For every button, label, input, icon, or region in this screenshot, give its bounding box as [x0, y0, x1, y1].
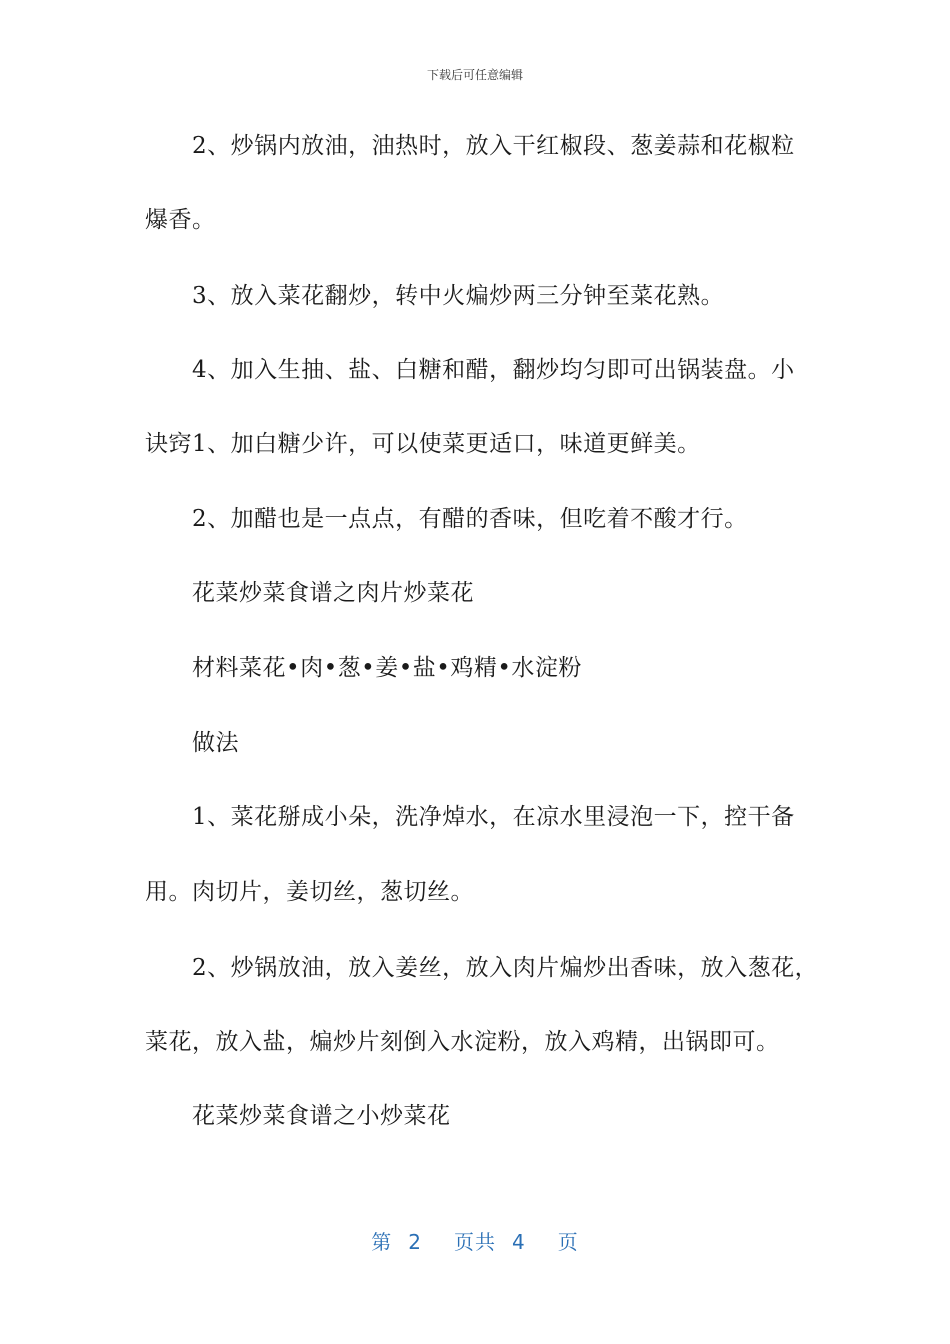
paragraph-line: 诀窍1、加白糖少许，可以使菜更适口，味道更鲜美。 — [145, 431, 701, 457]
paragraph-line: 4、加入生抽、盐、白糖和醋，翻炒均匀即可出锅装盘。小 — [192, 357, 795, 383]
paragraph-line: 2、炒锅内放油，油热时，放入干红椒段、葱姜蒜和花椒粒 — [192, 133, 795, 159]
paragraph-line: 爆香。 — [145, 207, 216, 233]
footer-suffix: 页 — [557, 1230, 579, 1254]
footer-middle: 页共 — [454, 1230, 496, 1254]
ingredients-line: 材料菜花•肉•葱•姜•盐•鸡精•水淀粉 — [192, 655, 582, 681]
page-header-note: 下载后可任意编辑 — [426, 68, 523, 82]
footer-total-pages: 4 — [512, 1230, 526, 1254]
section-heading: 花菜炒菜食谱之肉片炒菜花 — [192, 580, 474, 606]
footer-current-page: 2 — [408, 1230, 422, 1254]
paragraph-line: 3、放入菜花翻炒，转中火煸炒两三分钟至菜花熟。 — [192, 283, 725, 309]
paragraph-line: 菜花，放入盐，煸炒片刻倒入水淀粉，放入鸡精，出锅即可。 — [145, 1029, 780, 1055]
paragraph-line: 2、炒锅放油，放入姜丝，放入肉片煸炒出香味，放入葱花， — [192, 955, 819, 981]
paragraph-line: 用。肉切片，姜切丝，葱切丝。 — [145, 879, 474, 905]
paragraph-line: 1、菜花掰成小朵，洗净焯水，在凉水里浸泡一下，控干备 — [192, 804, 795, 830]
page-footer — [0, 1226, 950, 1255]
paragraph-line: 2、加醋也是一点点，有醋的香味，但吃着不酸才行。 — [192, 506, 748, 532]
method-heading: 做法 — [192, 730, 239, 756]
section-heading: 花菜炒菜食谱之小炒菜花 — [192, 1103, 451, 1129]
footer-prefix: 第 — [371, 1230, 393, 1254]
